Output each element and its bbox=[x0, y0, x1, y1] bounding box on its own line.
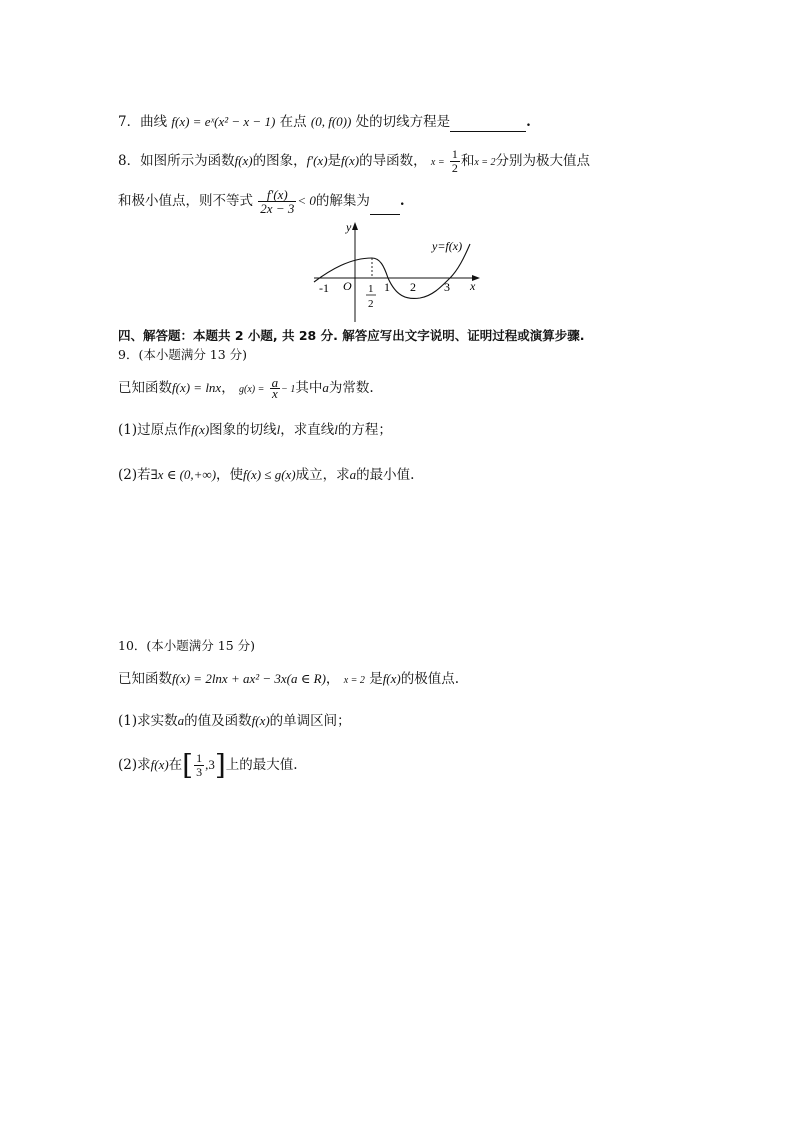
q9-a: a bbox=[322, 380, 329, 395]
q10-p1-a: (1)求实数 bbox=[118, 713, 178, 729]
q8-fx: f(x) bbox=[234, 153, 253, 168]
q9-p2-ineq: f(x) ≤ g(x) bbox=[243, 467, 296, 482]
q8-x-eq: x = bbox=[430, 157, 445, 168]
q9-p2-a: (2)若 bbox=[118, 467, 151, 483]
q10-intro-a: 已知函数 bbox=[118, 671, 172, 687]
q8-ineq-num: f′(x) bbox=[258, 188, 296, 202]
q10-intro-fx: f(x) bbox=[382, 671, 401, 686]
y-axis-arrow bbox=[352, 222, 358, 230]
q9-p2-d: 的最小值. bbox=[356, 467, 415, 483]
q9-p1-a: (1)过原点作 bbox=[118, 422, 192, 438]
q9-p1-b: 图象的切线 bbox=[209, 422, 277, 438]
q9-p1-fx: f(x) bbox=[191, 422, 210, 437]
q10-p1-a-var: a bbox=[177, 713, 185, 728]
q10-intro bbox=[118, 669, 459, 691]
q8-number: 8． bbox=[118, 153, 141, 169]
q10-header: 10．(本小题满分 15 分) bbox=[118, 638, 256, 653]
q8-fx-2: f(x) bbox=[341, 153, 360, 168]
q10-p2-fx: f(x) bbox=[150, 757, 169, 772]
q10-p2-fraction bbox=[194, 752, 204, 779]
q8-frac-den: 2 bbox=[451, 161, 458, 175]
y-axis-label: y bbox=[346, 220, 352, 234]
question-8-line-1 bbox=[118, 148, 590, 175]
q9-g-den: x bbox=[272, 386, 278, 401]
q10-p2-b: 在 bbox=[168, 757, 183, 773]
q10-p1-c: 的单调区间； bbox=[269, 713, 351, 729]
q10-p2-upper: ,3 bbox=[205, 757, 215, 772]
q10-intro-b: 是 bbox=[369, 671, 383, 687]
q9-p2-a-var: a bbox=[349, 467, 357, 482]
q9-p2-b: ，使 bbox=[216, 467, 244, 483]
q7-suffix: 处的切线方程是 bbox=[355, 114, 451, 130]
q8-fpx: f′(x) bbox=[306, 153, 328, 168]
q7-answer-blank[interactable] bbox=[450, 117, 526, 132]
q9-g-num: a bbox=[271, 375, 279, 390]
question-7 bbox=[118, 112, 531, 132]
question-8-line-2 bbox=[118, 188, 405, 215]
q10-p2-den: 3 bbox=[196, 765, 203, 779]
q8-text-a: 如图所示为函数 bbox=[140, 153, 235, 169]
q9-comma: ， bbox=[221, 380, 235, 396]
q9-intro bbox=[118, 375, 374, 401]
q7-formula: f(x) = eˣ(x² − x − 1) bbox=[171, 114, 276, 129]
q8-text-e: 和 bbox=[460, 153, 475, 169]
q10-f-def: f(x) = 2lnx + ax² − 3x(a ∈ R) bbox=[172, 671, 326, 686]
q9-p1-c: ，求直线 bbox=[280, 422, 335, 438]
x-axis-label: x bbox=[470, 279, 476, 293]
tick-half-num: 1 bbox=[368, 283, 374, 295]
q10-p2-a: (2)求 bbox=[118, 757, 151, 773]
q9-intro-c: 为常数. bbox=[328, 380, 374, 396]
function-graph bbox=[310, 218, 490, 326]
section-4-heading: 四、解答题：本题共 2 小题, 共 28 分. 解答应写出文字说明、证明过程或演算步骤. bbox=[118, 328, 585, 343]
q9-p1-l-2: l bbox=[334, 422, 338, 437]
q8-text-line2-a: 和极小值点，则不等式 bbox=[118, 193, 253, 209]
tick-1: 1 bbox=[384, 280, 390, 294]
q8-text-line2-b: 的解集为 bbox=[315, 193, 370, 209]
q8-frac-num: 1 bbox=[451, 147, 458, 161]
q9-p2-c: 成立，求 bbox=[295, 467, 350, 483]
q9-part-2 bbox=[118, 465, 414, 485]
q8-ineq-den: 2x − 3 bbox=[260, 201, 295, 216]
tick-2: 2 bbox=[410, 280, 416, 294]
q7-point: (0, f(0)) bbox=[310, 114, 352, 129]
q10-part-2 bbox=[118, 748, 298, 782]
q10-part-1 bbox=[118, 711, 351, 731]
q8-inequality-fraction bbox=[258, 188, 296, 215]
q9-header: 9．(本小题满分 13 分) bbox=[118, 347, 248, 362]
origin-label: O bbox=[343, 279, 352, 293]
q8-text-d: 的导函数， bbox=[359, 153, 427, 169]
q10-p2-c: 上的最大值. bbox=[225, 757, 298, 773]
q9-f-def: f(x) = lnx bbox=[172, 380, 222, 395]
q8-fraction-half bbox=[450, 148, 460, 175]
q10-intro-c: 的极值点. bbox=[400, 671, 460, 687]
q7-end: . bbox=[526, 114, 531, 130]
q9-g-lhs: g(x) = bbox=[239, 384, 265, 395]
q10-x2: x = 2 bbox=[343, 675, 365, 686]
q8-text-b: 的图象， bbox=[252, 153, 307, 169]
q10-p1-fx: f(x) bbox=[251, 713, 270, 728]
q10-left-bracket: [ bbox=[182, 748, 194, 782]
q8-text-c: 是 bbox=[327, 153, 342, 169]
curve-label: y=f(x) bbox=[432, 239, 463, 253]
q9-p2-exists: ∃x ∈ (0,+∞) bbox=[150, 467, 217, 482]
q10-comma: ， bbox=[325, 671, 340, 687]
q10-right-bracket: ] bbox=[214, 748, 226, 782]
q9-g-rest: − 1 bbox=[281, 384, 296, 395]
q10-p2-num: 1 bbox=[196, 751, 203, 765]
q8-x2: x = 2 bbox=[474, 157, 496, 168]
q8-text-f: 分别为极大值点 bbox=[495, 153, 591, 169]
q9-g-fraction bbox=[270, 375, 281, 401]
q8-end: . bbox=[399, 193, 405, 209]
q9-intro-b: 其中 bbox=[295, 380, 323, 396]
q7-prefix: 曲线 bbox=[140, 114, 168, 130]
tick-neg1: -1 bbox=[319, 281, 329, 295]
q9-p1-d: 的方程； bbox=[337, 422, 392, 438]
q8-answer-blank[interactable] bbox=[370, 200, 400, 215]
q9-part-1 bbox=[118, 420, 392, 440]
q9-p1-l: l bbox=[276, 422, 281, 437]
q8-ineq-rel: < 0 bbox=[297, 193, 316, 208]
q10-p1-b: 的值及函数 bbox=[184, 713, 252, 729]
q7-mid: 在点 bbox=[279, 114, 307, 130]
q9-intro-a: 已知函数 bbox=[118, 380, 172, 396]
q7-number: 7． bbox=[118, 114, 141, 130]
tick-half-den: 2 bbox=[368, 298, 374, 310]
tick-3: 3 bbox=[444, 280, 450, 294]
